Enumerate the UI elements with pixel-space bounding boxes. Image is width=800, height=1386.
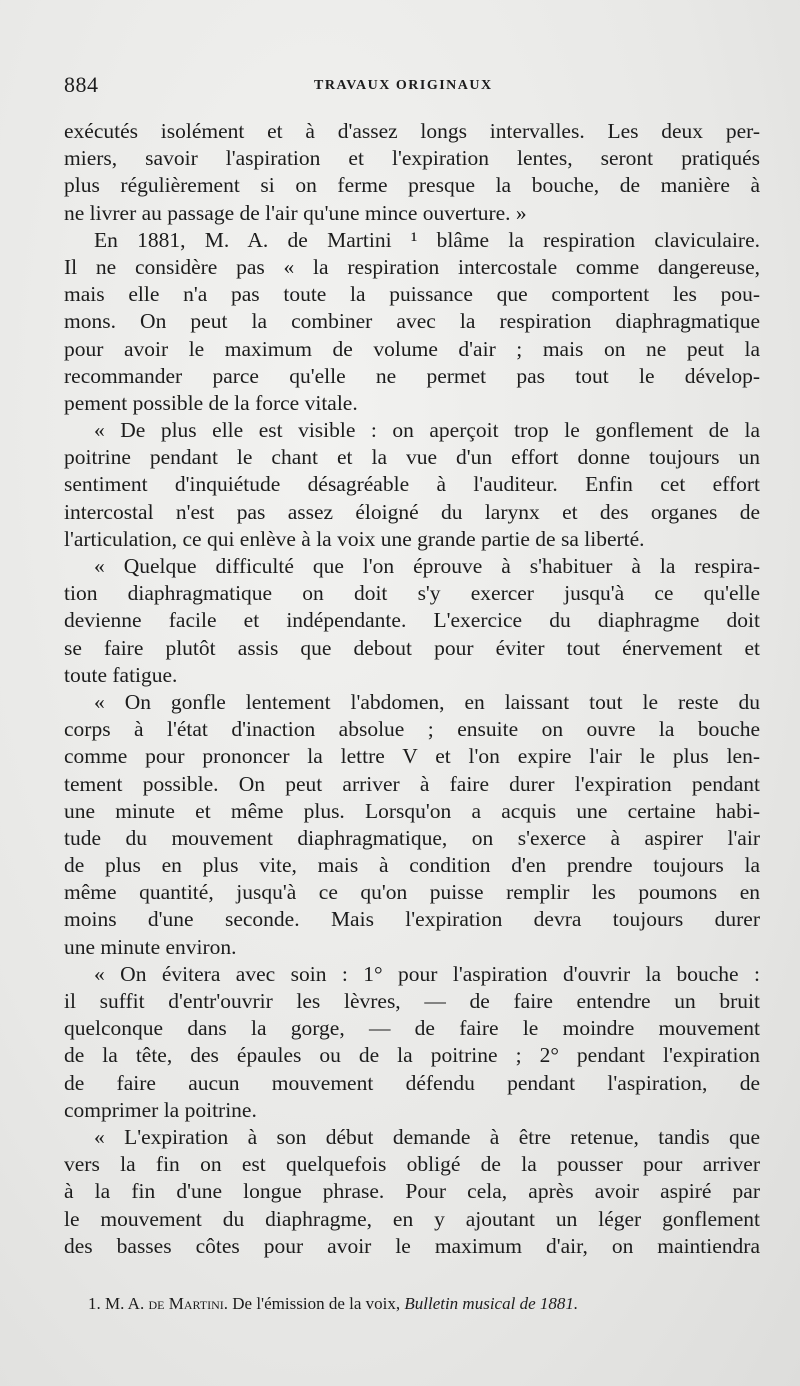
text-line: « L'expiration à son début demande à être retenue, tandis que: [94, 1124, 760, 1149]
text-line: quelconque dans la gorge, — de faire le moindre mouvement: [64, 1016, 760, 1041]
text-line: tion diaphragmatique on doit s'y exercer jusqu'à ce qu'elle: [64, 581, 760, 606]
text-line: il suffit d'entr'ouvrir les lèvres, — de faire entendre un bruit: [64, 989, 760, 1013]
text-line: de faire aucun mouvement défendu pendant l'aspiration, de: [64, 1070, 760, 1095]
page-number: 884: [64, 72, 99, 97]
text-line: devienne facile et indépendante. L'exercice du diaphragme doit: [64, 608, 760, 633]
text-line: tude du mouvement diaphragmatique, on s'exerce à aspirer l'air: [64, 825, 760, 850]
text-line: En 1881, M. A. de Martini ¹ blâme la respiration claviculaire.: [94, 227, 760, 252]
text-line: « Quelque difficulté que l'on éprouve à s'habituer à la respira-: [94, 554, 760, 578]
text-line: miers, savoir l'aspiration et l'expiration lentes, seront pratiqués: [64, 146, 760, 171]
text-line: moins d'une seconde. Mais l'expiration devra toujours durer: [64, 907, 760, 932]
running-title: TRAVAUX ORIGINAUX: [314, 78, 493, 93]
text-line: se faire plutôt assis que debout pour éviter tout énervement et: [64, 635, 760, 660]
text-line: de plus en plus vite, mais à condition d'en prendre toujours la: [64, 853, 760, 878]
page-header: [64, 72, 754, 102]
text-line: pement possible de la force vitale.: [64, 390, 358, 415]
text-line: mons. On peut la combiner avec la respiration diaphragmatique: [64, 309, 760, 334]
footnote-author: M. A. de Martini.: [105, 1294, 229, 1313]
text-line: l'articulation, ce qui enlève à la voix une grande partie de sa liberté.: [64, 526, 645, 551]
text-line: toute fatigue.: [64, 662, 178, 687]
text-line: poitrine pendant le chant et la vue d'un effort donne toujours un: [64, 445, 760, 470]
text-line: Il ne considère pas « la respiration intercostale comme dangereuse,: [64, 254, 760, 279]
footnote-text: De l'émission de la voix,: [232, 1294, 401, 1313]
text-line: « On gonfle lentement l'abdomen, en laissant tout le reste du: [94, 689, 760, 714]
text-line: tement possible. On peut arriver à faire durer l'expiration pendant: [64, 771, 760, 796]
text-line: comme pour prononcer la lettre V et l'on expire l'air le plus len-: [64, 744, 760, 769]
body-text: [64, 118, 760, 1260]
text-line: « On évitera avec soin : 1° pour l'aspiration d'ouvrir la bouche :: [94, 961, 760, 986]
text-line: comprimer la poitrine.: [64, 1097, 257, 1122]
footnote-number: 1.: [88, 1294, 101, 1313]
footnote-source: Bulletin musical de 1881.: [404, 1294, 579, 1313]
text-line: corps à l'état d'inaction absolue ; ensuite on ouvre la bouche: [64, 717, 760, 742]
text-line: de la tête, des épaules ou de la poitrine ; 2° pendant l'expiration: [64, 1043, 760, 1068]
text-line: ne livrer au passage de l'air qu'une mince ouverture. »: [64, 200, 527, 225]
text-line: mais elle n'a pas toute la puissance que comportent les pou-: [64, 282, 760, 307]
footnote: [88, 1293, 760, 1315]
text-line: « De plus elle est visible : on aperçoit trop le gonflement de la: [94, 418, 760, 443]
text-line: pour avoir le maximum de volume d'air ; mais on ne peut la: [64, 336, 760, 361]
text-line: exécutés isolément et à d'assez longs intervalles. Les deux per-: [64, 119, 760, 143]
text-line: intercostal n'est pas assez éloigné du larynx et des organes de: [64, 499, 760, 524]
text-line: sentiment d'inquiétude désagréable à l'auditeur. Enfin cet effort: [64, 472, 760, 497]
text-line: recommander parce qu'elle ne permet pas tout le dévelop-: [64, 363, 760, 388]
text-line: vers la fin on est quelquefois obligé de la pousser pour arriver: [64, 1152, 760, 1177]
text-line: le mouvement du diaphragme, en y ajoutant un léger gonflement: [64, 1206, 760, 1231]
text-line: des basses côtes pour avoir le maximum d'air, on maintiendra: [64, 1233, 760, 1258]
text-line: plus régulièrement si on ferme presque la bouche, de manière à: [64, 173, 760, 198]
text-line: même quantité, jusqu'à ce qu'on puisse remplir les poumons en: [64, 880, 760, 905]
text-line: une minute environ.: [64, 934, 237, 959]
text-line: une minute et même plus. Lorsqu'on a acquis une certaine habi-: [64, 798, 760, 823]
text-line: à la fin d'une longue phrase. Pour cela, après avoir aspiré par: [64, 1179, 760, 1204]
